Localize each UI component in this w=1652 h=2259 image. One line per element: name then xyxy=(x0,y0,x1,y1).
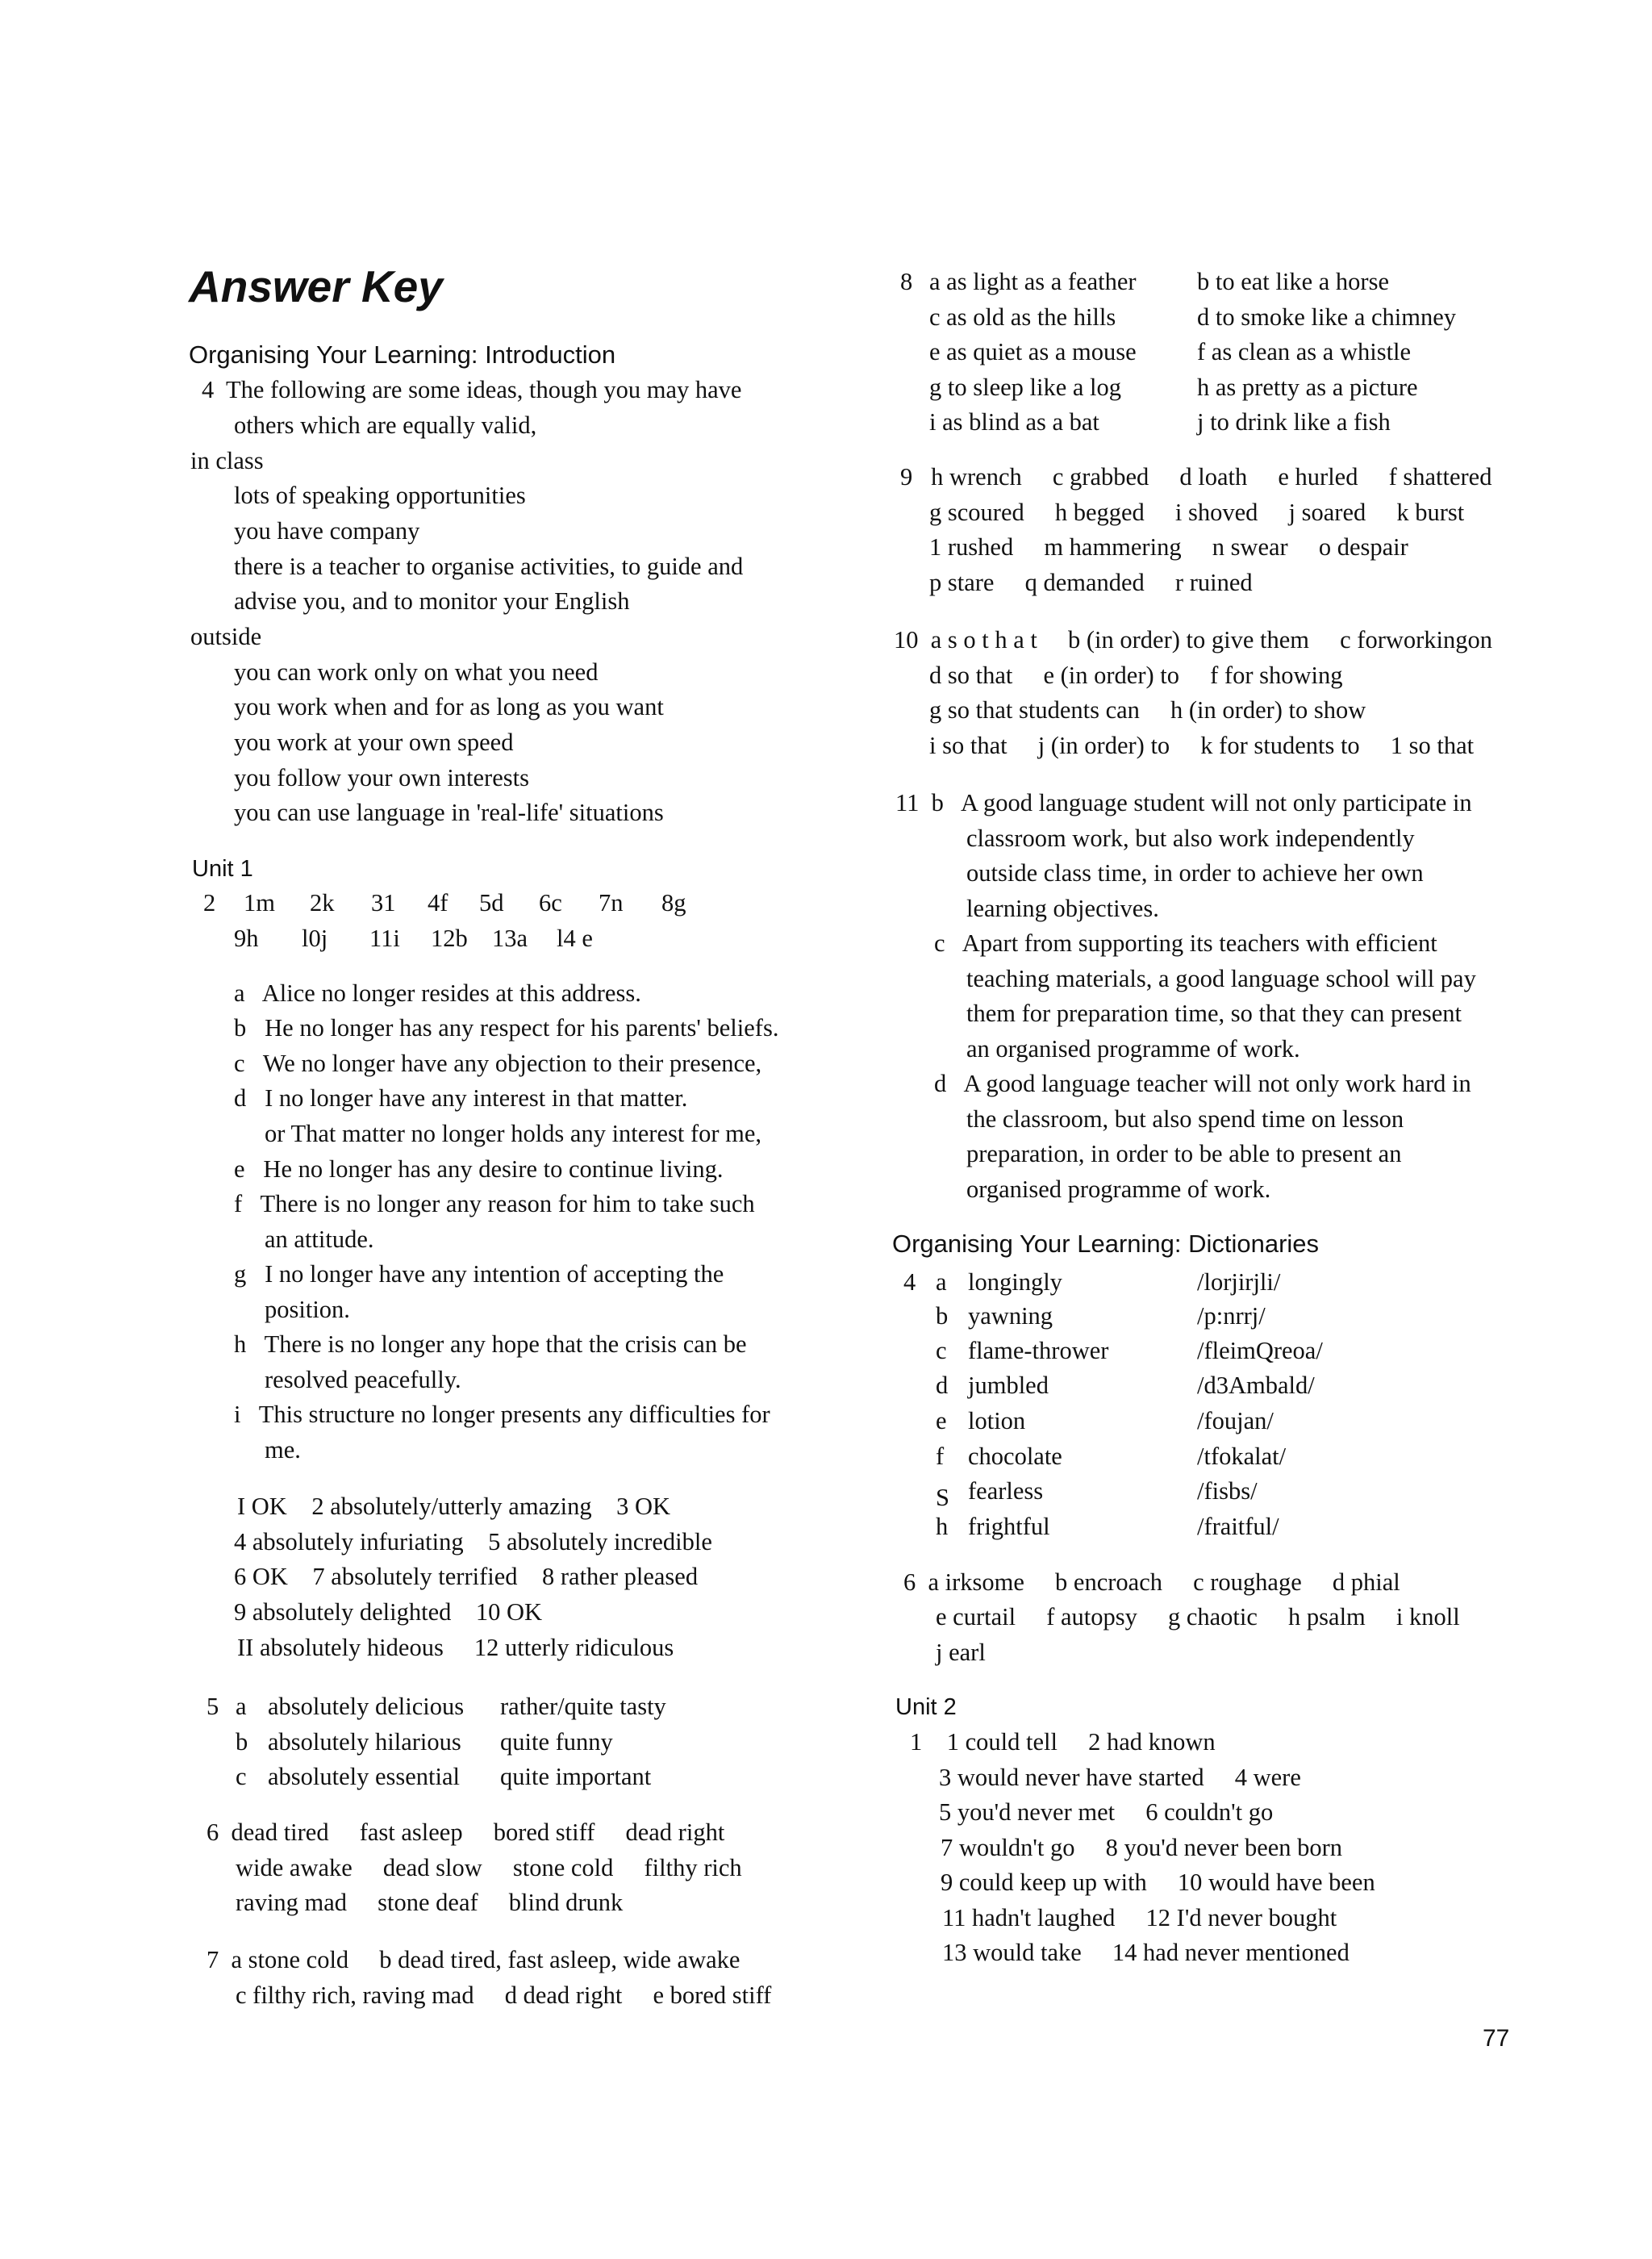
intro-line: you can work only on what you need xyxy=(234,658,599,686)
q10-line: d so that e (in order) to f for showing xyxy=(929,662,1343,689)
q10-line: g so that students can h (in order) to show xyxy=(929,696,1366,724)
answer-letter: e xyxy=(936,1407,947,1434)
page-title: Answer Key xyxy=(189,261,443,311)
answer-letter: h xyxy=(936,1513,949,1540)
question-number: 5 xyxy=(206,1693,219,1720)
q11-line: outside class time, in order to achieve her own xyxy=(966,859,1424,887)
phonetic: /d3Ambald/ xyxy=(1197,1372,1315,1399)
unit2-line: 7 wouldn't go 8 you'd never been born xyxy=(941,1834,1343,1861)
answer-text: a as light as a feather xyxy=(929,268,1137,295)
q10-line: i so that j (in order) to k for students to 1 so that xyxy=(929,732,1475,759)
section-heading-dictionaries: Organising Your Learning: Dictionaries xyxy=(892,1230,1320,1258)
q3-line: an attitude. xyxy=(265,1226,374,1253)
q3-line: me. xyxy=(265,1436,301,1464)
word: frightful xyxy=(968,1513,1050,1540)
answer-text: absolutely delicious xyxy=(268,1693,465,1720)
intro-line: you work at your own speed xyxy=(234,729,514,756)
answer-text: quite important xyxy=(500,1763,652,1790)
answer-item: 5d xyxy=(479,889,504,917)
answer-text: absolutely hilarious xyxy=(268,1728,461,1756)
q3-line: f There is no longer any reason for him to take such xyxy=(234,1190,755,1217)
q6-line: raving mad stone deaf blind drunk xyxy=(236,1889,624,1916)
q3-line: d I no longer have any interest in that matter. xyxy=(234,1084,688,1112)
q11-line: d A good language teacher will not only work hard in xyxy=(934,1070,1471,1097)
answer-text: absolutely essential xyxy=(268,1763,461,1790)
word: longingly xyxy=(968,1268,1062,1296)
answer-text: rather/quite tasty xyxy=(500,1693,666,1720)
q11-line: preparation, in order to be able to present an xyxy=(966,1140,1402,1167)
q3-line: or That matter no longer holds any interest for me, xyxy=(265,1120,762,1147)
question-number: 8 xyxy=(900,268,913,295)
answer-text: quite funny xyxy=(500,1728,613,1756)
unit-1-heading: Unit 1 xyxy=(192,856,253,882)
q11-line: them for preparation time, so that they can present xyxy=(966,1000,1462,1027)
intro-line: advise you, and to monitor your English xyxy=(234,587,630,615)
answer-text: b to eat like a horse xyxy=(1197,268,1389,295)
q6-line: 6 dead tired fast asleep bored stiff dead right xyxy=(206,1818,725,1846)
answer-text: c as old as the hills xyxy=(929,303,1116,331)
unit2-line: 3 would never have started 4 were xyxy=(939,1764,1301,1791)
word: chocolate xyxy=(968,1443,1062,1470)
answer-item: 31 xyxy=(371,889,396,917)
intro-line: there is a teacher to organise activities, to guide and xyxy=(234,553,744,580)
answer-item: 6c xyxy=(539,889,562,917)
answer-text: f as clean as a whistle xyxy=(1197,338,1412,365)
q3-line: a Alice no longer resides at this address. xyxy=(234,979,641,1007)
intro-line: lots of speaking opportunities xyxy=(234,482,526,509)
dict-q6-line: j earl xyxy=(936,1639,986,1666)
intro-line: you have company xyxy=(234,517,420,545)
answer-item: 11i xyxy=(369,925,400,952)
phonetic: /tfokalat/ xyxy=(1197,1443,1287,1470)
word: jumbled xyxy=(968,1372,1049,1399)
q4-line: 4 absolutely infuriating 5 absolutely incredible xyxy=(234,1528,712,1555)
intro-line: others which are equally valid, xyxy=(234,411,537,439)
answer-item: l0j xyxy=(302,925,328,952)
answer-letter: S xyxy=(936,1484,949,1511)
intro-line: you follow your own interests xyxy=(234,764,529,791)
answer-letter: d xyxy=(936,1372,949,1399)
answer-item: 9h xyxy=(234,925,259,952)
q9-line: 1 rushed m hammering n swear o despair xyxy=(929,533,1408,561)
intro-line: 4 The following are some ideas, though you may have xyxy=(202,376,742,403)
q4-line: 6 OK 7 absolutely terrified 8 rather pleased xyxy=(234,1563,699,1590)
q3-line: h There is no longer any hope that the crisis can be xyxy=(234,1330,747,1358)
answer-text: i as blind as a bat xyxy=(929,408,1099,436)
word: yawning xyxy=(968,1302,1053,1330)
unit-2-heading: Unit 2 xyxy=(895,1694,957,1720)
dict-q6-line: e curtail f autopsy g chaotic h psalm i knoll xyxy=(936,1603,1460,1631)
answer-item: 2k xyxy=(310,889,335,917)
q11-line: 11 b A good language student will not only participate in xyxy=(895,789,1472,816)
answer-letter: c xyxy=(936,1337,947,1364)
intro-line: in class xyxy=(190,447,264,474)
q10-line: 10 a s o t h a t b (in order) to give them c forworkingon xyxy=(894,626,1493,653)
answer-item: 4f xyxy=(428,889,448,917)
answer-text: j to drink like a fish xyxy=(1197,408,1391,436)
answer-item: 7n xyxy=(599,889,624,917)
intro-line: outside xyxy=(190,623,262,650)
q11-line: classroom work, but also work independently xyxy=(966,825,1415,852)
q6-line: wide awake dead slow stone cold filthy rich xyxy=(236,1854,742,1881)
unit2-line: 1 1 could tell 2 had known xyxy=(910,1728,1216,1756)
q11-line: learning objectives. xyxy=(966,895,1159,922)
q3-line: e He no longer has any desire to continue living. xyxy=(234,1155,724,1183)
q3-line: position. xyxy=(265,1296,350,1323)
phonetic: /lorjirjli/ xyxy=(1197,1268,1281,1296)
q7-line: 7 a stone cold b dead tired, fast asleep, wide awake xyxy=(206,1946,740,1973)
answer-item: l4 e xyxy=(557,925,593,952)
answer-item: 1m xyxy=(244,889,275,917)
q11-line: the classroom, but also spend time on lesson xyxy=(966,1105,1404,1133)
q11-line: organised programme of work. xyxy=(966,1175,1271,1203)
answer-letter: f xyxy=(936,1443,945,1470)
word: fearless xyxy=(968,1477,1044,1505)
q9-line: g scoured h begged i shoved j soared k burst xyxy=(929,499,1465,526)
q3-line: c We no longer have any objection to their presence, xyxy=(234,1050,762,1077)
word: lotion xyxy=(968,1407,1026,1434)
answer-letter: c xyxy=(236,1763,247,1790)
phonetic: /foujan/ xyxy=(1197,1407,1274,1434)
answer-text: g to sleep like a log xyxy=(929,374,1122,401)
answer-letter: b xyxy=(936,1302,949,1330)
answer-text: d to smoke like a chimney xyxy=(1197,303,1457,331)
intro-line: you can use language in 'real-life' situations xyxy=(234,799,664,826)
q11-line: teaching materials, a good language school will pay xyxy=(966,965,1476,992)
dict-q6-line: 6 a irksome b encroach c roughage d phial xyxy=(903,1568,1400,1596)
q11-line: an organised programme of work. xyxy=(966,1035,1300,1063)
answer-letter: a xyxy=(936,1268,947,1296)
answer-item: 2 xyxy=(203,889,216,917)
q3-line: b He no longer has any respect for his parents' beliefs. xyxy=(234,1014,779,1042)
answer-text: h as pretty as a picture xyxy=(1197,374,1418,401)
phonetic: /p:nrrj/ xyxy=(1197,1302,1266,1330)
unit2-line: 13 would take 14 had never mentioned xyxy=(942,1939,1350,1966)
answer-text: e as quiet as a mouse xyxy=(929,338,1137,365)
word: flame-thrower xyxy=(968,1337,1109,1364)
answer-item: 12b xyxy=(431,925,468,952)
q3-line: i This structure no longer presents any difficulties for xyxy=(234,1401,770,1428)
phonetic: /fraitful/ xyxy=(1197,1513,1279,1540)
q4-line: I OK 2 absolutely/utterly amazing 3 OK xyxy=(237,1493,671,1520)
question-number: 4 xyxy=(903,1268,916,1296)
q9-line: p stare q demanded r ruined xyxy=(929,569,1253,596)
q3-line: resolved peacefully. xyxy=(265,1366,461,1393)
q7-line: c filthy rich, raving mad d dead right e bored stiff xyxy=(236,1981,772,2009)
intro-line: you work when and for as long as you want xyxy=(234,693,664,720)
phonetic: /fisbs/ xyxy=(1197,1477,1258,1505)
q9-line: 9 h wrench c grabbed d loath e hurled f shattered xyxy=(900,463,1492,491)
q11-line: c Apart from supporting its teachers with efficient xyxy=(934,929,1437,957)
answer-letter: a xyxy=(236,1693,247,1720)
q3-line: g I no longer have any intention of accepting the xyxy=(234,1260,724,1288)
unit2-line: 11 hadn't laughed 12 I'd never bought xyxy=(942,1904,1337,1931)
phonetic: /fleimQreoa/ xyxy=(1197,1337,1323,1364)
q4-line: II absolutely hideous 12 utterly ridiculous xyxy=(237,1634,674,1661)
page-number: 77 xyxy=(1483,2025,1510,2052)
unit2-line: 9 could keep up with 10 would have been xyxy=(941,1869,1375,1896)
answer-letter: b xyxy=(236,1728,248,1756)
answer-item: 8g xyxy=(661,889,686,917)
q4-line: 9 absolutely delighted 10 OK xyxy=(234,1598,543,1626)
answer-item: 13a xyxy=(492,925,528,952)
unit2-line: 5 you'd never met 6 couldn't go xyxy=(939,1798,1274,1826)
section-heading-introduction: Organising Your Learning: Introduction xyxy=(189,340,616,369)
